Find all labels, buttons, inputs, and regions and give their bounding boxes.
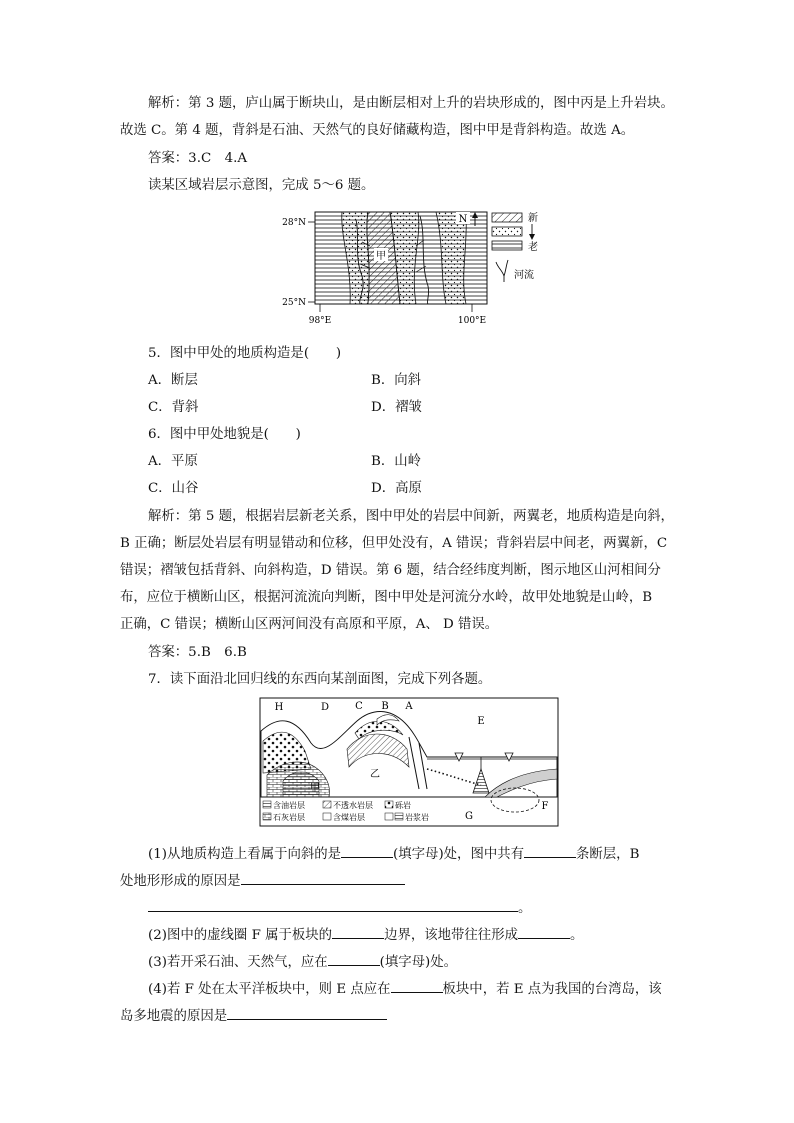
legend-limestone: 石灰岩层 (273, 813, 305, 822)
q7-part-3 (148, 951, 680, 973)
q7-part-2 (148, 924, 680, 946)
lat-bottom-label: 25°N (282, 298, 306, 308)
lon-right-label: 100°E (457, 316, 487, 326)
legend-oil-swatch (263, 801, 271, 808)
legend-coal-swatch (323, 813, 331, 820)
label-F: F (541, 801, 549, 812)
legend-magma-swatch-1 (385, 813, 393, 820)
q7-part-1-line-2 (120, 870, 680, 892)
answer-blank[interactable] (518, 924, 570, 939)
legend-swatch-striped (492, 241, 522, 250)
legend-magma: 岩浆岩 (405, 813, 429, 822)
q7-1-end: 。 (518, 901, 532, 916)
rock-strata-map (270, 206, 560, 336)
q7-1-text-b: (填字母)处，图中共有 (393, 847, 525, 862)
answer-blank[interactable] (328, 951, 380, 966)
analysis-5-6-line-3: 错误；褶皱包括背斜、向斜构造，D 错误。第 6 题，结合经纬度判断，图示地区山河相间分 (120, 563, 661, 578)
answer-blank[interactable] (148, 897, 518, 912)
label-jia: 甲 (310, 783, 320, 794)
legend-oil: 含油岩层 (273, 801, 305, 810)
cross-section-diagram (259, 697, 559, 827)
q7-1-text-a: (1)从地质构造上看属于向斜的是 (148, 847, 342, 862)
q7-1-text-d: 处地形形成的原因是 (120, 874, 241, 889)
answer-blank[interactable] (241, 870, 405, 885)
label-C: C (355, 701, 363, 712)
label-D: D (320, 702, 330, 713)
map-point-jia: 甲 (376, 251, 386, 262)
q6-option-b: B．山岭 (371, 454, 422, 469)
label-B: B (381, 701, 389, 712)
q6-option-d: D．高原 (371, 481, 422, 496)
q5-option-d: D．褶皱 (371, 400, 422, 415)
q7-2-end: 。 (569, 928, 584, 943)
label-yi: 乙 (370, 769, 380, 780)
q7-1-text-c: 条断层，B (576, 847, 640, 862)
legend-imperm: 不透水岩层 (333, 801, 373, 810)
answer-blank[interactable] (524, 843, 576, 858)
q7-4-text-b: 板块中，若 E 点为我国的台湾岛，该 (442, 982, 662, 997)
q7-3-text-a: (3)若开采石油、天然气，应在 (148, 955, 328, 970)
q7-2-text-a: (2)图中的虚线圈 F 属于板块的 (148, 928, 333, 943)
q6-option-c: C．山谷 (148, 481, 199, 496)
legend-river-label: 河流 (514, 270, 534, 281)
analysis-3-4-line-1: 解析：第 3 题，庐山属于断块山，是由断层相对上升的岩块形成的，图中丙是上升岩块。 (148, 96, 674, 111)
answer-blank[interactable] (227, 1005, 387, 1020)
label-A: A (405, 701, 413, 712)
lat-top-label: 28°N (282, 218, 306, 228)
river-legend-icon (496, 260, 508, 282)
label-H: H (274, 702, 284, 713)
legend-limestone-swatch (263, 813, 271, 820)
legend-swatch-diagonal (492, 213, 522, 222)
analysis-5-6-line-5: 正确，C 错误；横断山区两河间没有高原和平原，A、 D 错误。 (120, 617, 499, 632)
legend-coal: 含煤岩层 (333, 813, 365, 822)
legend-imperm-swatch (323, 801, 331, 808)
lon-left-label: 98°E (308, 316, 332, 326)
q7-4-text-a: (4)若 F 处在太平洋板块中，则 E 点应在 (148, 982, 391, 997)
legend-new-label: 新 (528, 213, 538, 224)
q7-4-text-c: 岛多地震的原因是 (120, 1009, 228, 1024)
legend-magma-swatch-2 (395, 813, 403, 820)
answer-blank[interactable] (341, 843, 393, 858)
question-5-stem: 5．图中甲处的地质构造是( ) (148, 346, 342, 361)
q5-option-a: A．断层 (148, 373, 198, 388)
q7-part-1-line-3 (120, 897, 680, 919)
q7-part-1-line-1 (148, 843, 680, 865)
analysis-5-6-line-4: 布，应位于横断山区，根据河流流向判断，图中甲处是河流分水岭，故甲处地貌是山岭，B (120, 590, 653, 605)
question-6-stem: 6．图中甲处地貌是( ) (148, 427, 301, 442)
north-label: N (458, 214, 468, 225)
q7-part-4-line-1 (148, 978, 680, 1000)
answer-blank[interactable] (332, 924, 384, 939)
label-G: G (465, 811, 473, 822)
answer-3-4: 答案：3.C 4.A (148, 151, 248, 166)
legend-gravel: 砾岩 (395, 801, 411, 810)
q6-option-a: A．平原 (148, 454, 198, 469)
question-7-intro: 7．读下面沿北回归线的东西向某剖面图，完成下列各题。 (148, 672, 492, 687)
analysis-5-6-line-1: 解析：第 5 题，根据岩层新老关系，图中甲处的岩层中间新，两翼老，地质构造是向斜， (148, 509, 674, 524)
label-E: E (477, 716, 485, 727)
q7-2-text-b: 边界，该地带往往形成 (384, 928, 518, 943)
q5-option-c: C．背斜 (148, 400, 199, 415)
legend-swatch-dotted (492, 227, 522, 236)
q5-option-b: B．向斜 (371, 373, 422, 388)
q7-part-4-line-2 (120, 1005, 680, 1027)
intro-5-6: 读某区域岩层示意图，完成 5～6 题。 (148, 178, 375, 193)
legend-old-label: 老 (528, 242, 538, 253)
legend-gravel-swatch (385, 801, 393, 808)
analysis-5-6-line-2: B 正确；断层处岩层有明显错动和位移，但甲处没有，A 错误；背斜岩层中间老，两翼新，C (120, 536, 668, 551)
analysis-3-4-line-2: 故选 C。第 4 题，背斜是石油、天然气的良好储藏构造，图中甲是背斜构造。故选 A。 (120, 123, 635, 138)
answer-blank[interactable] (391, 978, 443, 993)
q7-3-text-b: (填字母)处。 (379, 955, 458, 970)
answer-5-6: 答案：5.B 6.B (148, 645, 247, 660)
